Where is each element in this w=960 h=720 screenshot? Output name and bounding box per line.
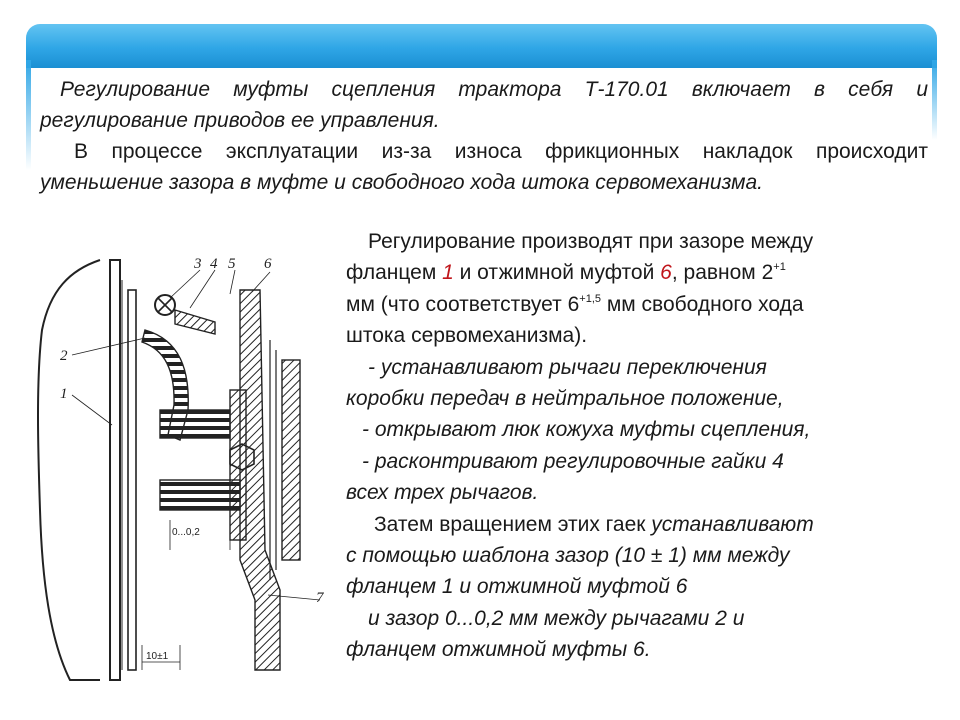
label-1: 1 <box>60 386 68 402</box>
flange-number: 1 <box>442 261 454 285</box>
final-line-4: и зазор 0...0,2 мм между рычагами 2 и <box>368 606 745 630</box>
left-accent-line <box>26 60 31 170</box>
step-3-line-2: всех трех рычагов. <box>346 481 539 505</box>
label-7: 7 <box>316 590 324 606</box>
clutch-disc <box>282 360 300 560</box>
step-1-line-1: - устанавливают рычаги переключения <box>368 355 767 379</box>
release-clutch-6 <box>240 290 280 670</box>
procedure-line-2: фланцем 1 и отжимной муфтой 6, равном $2^{+1}$ <box>346 261 786 285</box>
label-3: 3 <box>194 256 202 272</box>
procedure-line-4: штока сервомеханизма). <box>346 324 588 348</box>
right-accent-line <box>932 60 937 140</box>
flange-1 <box>110 260 120 680</box>
clutch-number: 6 <box>660 261 672 285</box>
step-3-line-1: - расконтривают регулировочные гайки 4 <box>362 449 784 473</box>
dim-gap-label: 0...0,2 <box>172 527 200 538</box>
spring-block-lower <box>160 480 240 510</box>
label-2: 2 <box>60 348 68 364</box>
intro-paragraph-2: В процессе эксплуатации из-за износа фрикционных накладок происходит уменьшение зазора в муфте и свободного хода штока сервомеханизма. <box>40 140 928 194</box>
spring-block-upper <box>160 410 230 438</box>
label-6: 6 <box>264 256 272 272</box>
final-line-1: Затем вращением этих гаек устанавливают <box>374 512 814 536</box>
housing-plate <box>128 290 136 670</box>
final-line-2: с помощью шаблона зазор (10 ± 1) мм между <box>346 544 790 568</box>
step-2: - открывают люк кожуха муфты сцепления, <box>362 418 811 442</box>
final-line-5: фланцем отжимной муфты 6. <box>346 638 651 662</box>
clutch-diagram <box>30 250 340 690</box>
label-5: 5 <box>228 256 236 272</box>
procedure-text <box>346 226 942 666</box>
final-line-3: фланцем 1 и отжимной муфтой 6 <box>346 575 688 599</box>
flywheel-housing <box>38 260 100 680</box>
label-4: 4 <box>210 256 218 272</box>
procedure-line-1: Регулирование производят при зазоре между <box>368 230 814 253</box>
dim-bottom-label: 10±1 <box>146 651 169 662</box>
bolt <box>175 310 215 334</box>
intro-paragraph-1: Регулирование муфты сцепления трактора Т-170.01 включает в себя и регулирование приводов ее управления. <box>40 78 928 132</box>
intro-text <box>40 74 928 198</box>
procedure-line-3: мм (что соответствует $6^{+1,5}$ мм свободного хода <box>346 292 804 316</box>
header-bar <box>26 24 937 68</box>
step-1-line-2: коробки передач в нейтральное положение, <box>346 387 784 411</box>
